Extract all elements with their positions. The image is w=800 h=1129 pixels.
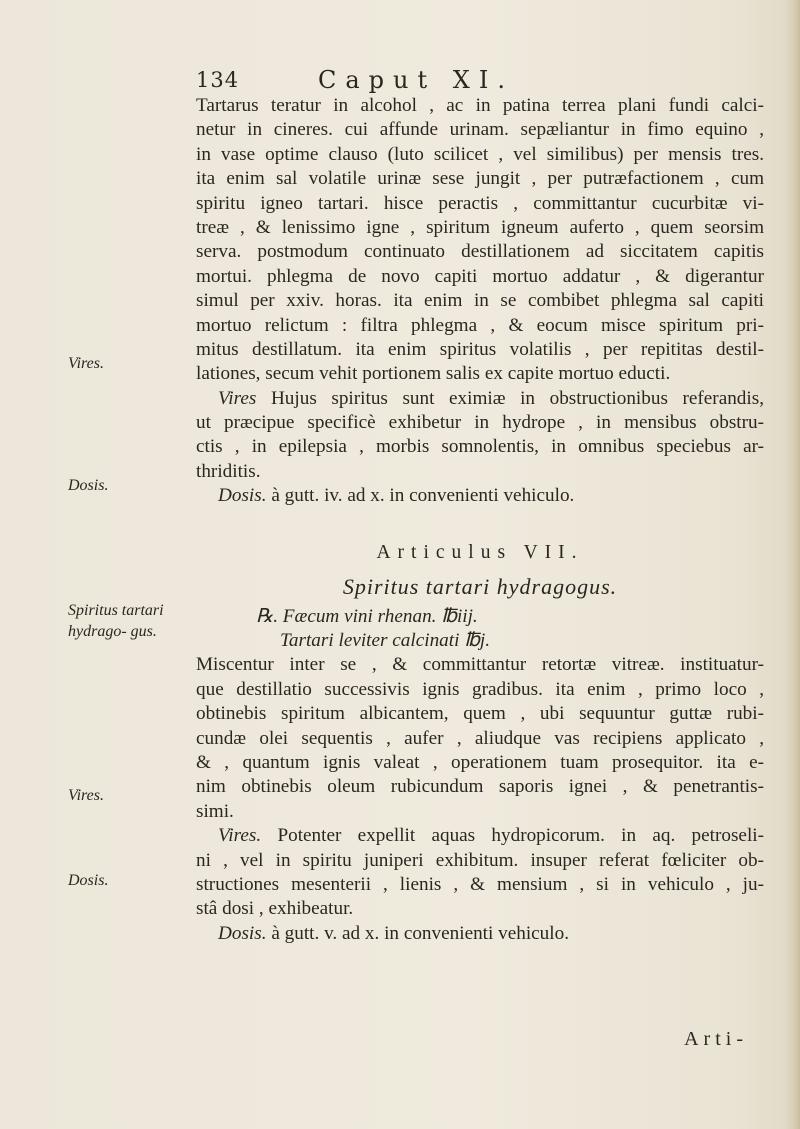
page-number: 134 bbox=[196, 68, 240, 92]
text-line: simul per xxiv. horas. ita enim in se combibet phlegma sal capiti bbox=[196, 290, 764, 312]
vires-line bbox=[196, 387, 764, 411]
dosis-text: à gutt. v. ad x. in convenienti vehiculo. bbox=[271, 922, 569, 944]
text-line: cundæ olei sequentis , aufer , aliudque vas recipiens applicato , bbox=[196, 727, 764, 749]
running-title: Caput XI. bbox=[318, 66, 514, 94]
margin-note-dosis: Dosis. bbox=[68, 872, 109, 889]
body-text bbox=[196, 94, 764, 946]
text-line: treæ , & lenissimo igne , spiritum igneum auferto , quem seorsim bbox=[196, 216, 764, 238]
section-title: Spiritus tartari hydragogus. bbox=[342, 573, 618, 599]
margin-note-vires: Vires. bbox=[68, 787, 104, 804]
vires-text: Potenter expellit aquas hydropicorum. in aq. petroseli- bbox=[277, 825, 764, 847]
dosis-line bbox=[196, 922, 764, 946]
text-line: serva. postmodum continuato destillationem ad siccitatem capitis bbox=[196, 241, 764, 263]
articulus-heading: Articulus VII. bbox=[376, 541, 584, 563]
text-line: structiones mesenterii , lienis , & mensium , si in vehiculo , ju- bbox=[196, 873, 764, 895]
text-line: ut præcipue specificè exhibetur in hydrope , in mensibus obstru- bbox=[196, 412, 764, 434]
text-line: Miscentur inter se , & committantur retortæ vitreæ. instituatur- bbox=[196, 654, 764, 676]
vires-label: Vires. bbox=[218, 825, 262, 847]
text-line: ita enim sal volatile urinæ sese jungit , per putræfactionem , cum bbox=[196, 168, 764, 190]
text-line: que destillatio successivis ignis gradibus. ita enim , primo loco , bbox=[196, 678, 764, 700]
spacer bbox=[196, 509, 764, 531]
catchword: Arti- bbox=[684, 1028, 748, 1050]
text-line: mortui. phlegma de novo capiti mortuo addatur , & digerantur bbox=[196, 265, 764, 287]
vires-line bbox=[196, 824, 764, 848]
dosis-label: Dosis. bbox=[218, 485, 267, 507]
text-line: in vase optime clauso (luto scilicet , vel similibus) per mensis tres. bbox=[196, 143, 764, 165]
text-line: & , quantum ignis valeat , operationem tuam prosequitor. ita e- bbox=[196, 751, 764, 773]
text-line: spiritu igneo tartari. hisce peractis , committantur cucurbitæ vi- bbox=[196, 192, 764, 214]
recipe-line: ℞. Fæcum vini rhenan. ℔iij. bbox=[256, 605, 478, 627]
text-line: mortuo relictum : filtra phlegma , & eocum misce spiritum pri- bbox=[196, 314, 764, 336]
vires-text: Hujus spiritus sunt eximiæ in obstructionibus referandis, bbox=[270, 387, 764, 409]
recipe-line: Tartari leviter calcinati ℔j. bbox=[280, 630, 491, 652]
margin-note-vires: Vires. bbox=[68, 355, 104, 372]
dosis-label: Dosis. bbox=[218, 922, 267, 944]
vires-label: Vires bbox=[218, 387, 257, 409]
page-edge-shadow bbox=[784, 0, 800, 1129]
margin-note-spiritus-title: Spiritus tartari hydrago- gus. bbox=[68, 602, 164, 640]
dosis-line bbox=[196, 484, 764, 508]
text-line: obtinebis spiritum albicantem, quem , ubi sequuntur guttæ rubi- bbox=[196, 703, 764, 725]
text-line: mitus destillatum. ita enim spiritus volatilis , per repititas destil- bbox=[196, 338, 764, 360]
text-line: ni , vel in spiritu juniperi exhibitum. insuper referat fœliciter ob- bbox=[196, 849, 764, 871]
text-line: stâ dosi , exhibeatur. bbox=[196, 898, 354, 920]
text-line: nim obtinebis oleum rubicundum saporis ignei , & penetrantis- bbox=[196, 776, 764, 798]
text-line: thriditis. bbox=[196, 460, 261, 482]
text-line: simi. bbox=[196, 800, 234, 822]
margin-note-dosis: Dosis. bbox=[68, 477, 109, 494]
text-line: netur in cineres. cui affunde urinam. sepæliantur in fimo equino , bbox=[196, 119, 764, 141]
dosis-text: à gutt. iv. ad x. in convenienti vehiculo. bbox=[271, 485, 575, 507]
text-line: Tartarus teratur in alcohol , ac in patina terrea plani fundi calci- bbox=[196, 95, 764, 116]
text-line: ctis , in epilepsia , morbis somnolentis, in omnibus speciebus ar- bbox=[196, 436, 764, 458]
text-line: lationes, secum vehit portionem salis ex capite mortuo educti. bbox=[196, 363, 671, 385]
